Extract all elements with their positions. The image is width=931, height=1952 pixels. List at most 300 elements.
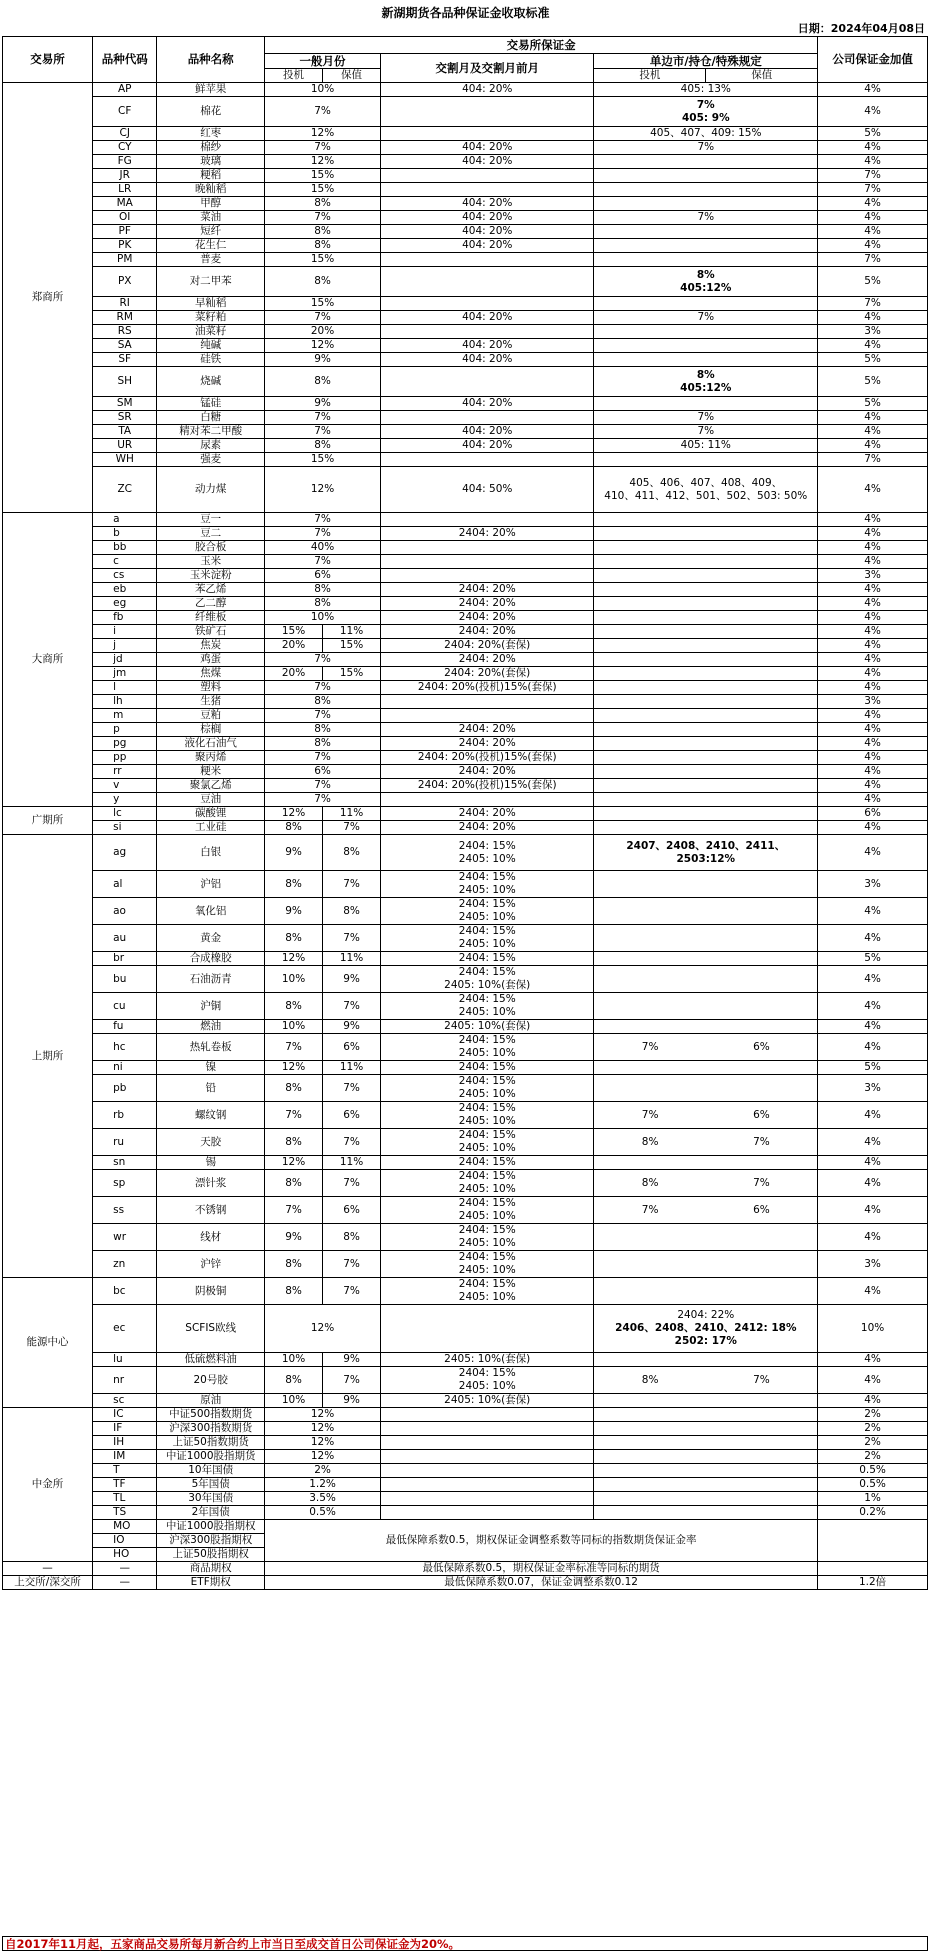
header-exchange: 交易所	[3, 37, 93, 83]
general-margin: 8%	[265, 439, 381, 453]
table-row	[3, 1075, 928, 1102]
product-name: 豆二	[157, 527, 265, 541]
product-code: si	[93, 821, 157, 835]
product-name: 粳米	[157, 765, 265, 779]
table-row	[3, 1278, 928, 1305]
delivery-margin	[381, 169, 594, 183]
special-margin	[594, 1305, 818, 1353]
special-margin	[594, 751, 818, 765]
company-add: 4%	[818, 555, 928, 569]
company-add: 4%	[818, 583, 928, 597]
cell-line: 2404: 15%	[458, 1075, 516, 1087]
general-margin: 2%	[265, 1464, 381, 1478]
special-hedge	[706, 925, 818, 952]
product-name: 不锈钢	[157, 1197, 265, 1224]
special-margin	[594, 325, 818, 339]
general-spec: 10%	[265, 1020, 323, 1034]
product-name: 氧化铝	[157, 898, 265, 925]
product-name: 10年国债	[157, 1464, 265, 1478]
delivery-margin	[381, 1251, 594, 1278]
general-margin: 6%	[265, 569, 381, 583]
general-hedge: 7%	[323, 821, 381, 835]
delivery-margin: 2405: 10%(套保)	[381, 1394, 594, 1408]
delivery-margin: 2404: 20%	[381, 821, 594, 835]
table-row	[3, 253, 928, 267]
company-add: 0.5%	[818, 1478, 928, 1492]
delivery-margin	[381, 1170, 594, 1197]
product-code: sn	[93, 1156, 157, 1170]
general-margin: 7%	[265, 793, 381, 807]
special-spec	[594, 925, 706, 952]
company-add: 4%	[818, 751, 928, 765]
general-margin: 8%	[265, 597, 381, 611]
cell-line: 2405: 10%	[458, 1047, 516, 1059]
special-margin	[594, 1506, 818, 1520]
cell-line: 2502: 17%	[674, 1335, 737, 1347]
company-add: 7%	[818, 253, 928, 267]
special-margin	[594, 835, 818, 871]
table-row	[3, 183, 928, 197]
delivery-margin: 404: 20%	[381, 339, 594, 353]
special-hedge	[706, 1353, 818, 1367]
company-add: 2%	[818, 1436, 928, 1450]
special-margin	[594, 513, 818, 527]
delivery-margin	[381, 1492, 594, 1506]
table-row	[3, 1492, 928, 1506]
header-spec: 投机	[265, 69, 323, 83]
product-code: TF	[93, 1478, 157, 1492]
general-hedge: 8%	[323, 898, 381, 925]
general-margin: 6%	[265, 765, 381, 779]
special-margin: 405、407、409: 15%	[594, 127, 818, 141]
general-margin: 12%	[265, 1422, 381, 1436]
special-spec: 8%	[594, 1367, 706, 1394]
special-margin	[594, 765, 818, 779]
general-hedge: 7%	[323, 871, 381, 898]
header-general-month: 一般月份	[265, 54, 381, 69]
company-add: 3%	[818, 695, 928, 709]
general-margin: 8%	[265, 737, 381, 751]
company-add	[818, 1562, 928, 1576]
table-row	[3, 311, 928, 325]
product-name: 玻璃	[157, 155, 265, 169]
delivery-margin	[381, 1422, 594, 1436]
product-name: 沪铝	[157, 871, 265, 898]
table-row	[3, 439, 928, 453]
product-code: au	[93, 925, 157, 952]
product-code: CY	[93, 141, 157, 155]
table-row	[3, 1020, 928, 1034]
special-hedge	[706, 993, 818, 1020]
table-row	[3, 723, 928, 737]
company-add: 4%	[818, 513, 928, 527]
product-name: 对二甲苯	[157, 267, 265, 297]
company-add: 4%	[818, 966, 928, 993]
general-spec: 7%	[265, 1102, 323, 1129]
general-margin: 7%	[265, 681, 381, 695]
company-add: 1%	[818, 1492, 928, 1506]
product-code: eb	[93, 583, 157, 597]
company-add: 4%	[818, 667, 928, 681]
delivery-margin: 2404: 20%(套保)	[381, 639, 594, 653]
general-margin: 10%	[265, 83, 381, 97]
special-margin	[594, 583, 818, 597]
special-hedge	[706, 871, 818, 898]
general-hedge: 7%	[323, 1129, 381, 1156]
special-margin	[594, 1408, 818, 1422]
table-row	[3, 367, 928, 397]
product-name: 碳酸锂	[157, 807, 265, 821]
delivery-margin: 2404: 20%	[381, 737, 594, 751]
table-row	[3, 1506, 928, 1520]
table-row	[3, 325, 928, 339]
product-code: bu	[93, 966, 157, 993]
product-name: 强麦	[157, 453, 265, 467]
company-add: 4%	[818, 723, 928, 737]
product-name: SCFIS欧线	[157, 1305, 265, 1353]
special-spec	[594, 898, 706, 925]
company-add: 4%	[818, 1394, 928, 1408]
company-add: 2%	[818, 1450, 928, 1464]
general-spec: 9%	[265, 835, 323, 871]
product-name: 沪深300指数期货	[157, 1422, 265, 1436]
margin-table	[2, 36, 928, 1590]
general-margin: 9%	[265, 353, 381, 367]
delivery-margin: 404: 50%	[381, 467, 594, 513]
special-margin	[594, 1422, 818, 1436]
product-code: v	[93, 779, 157, 793]
header-name: 品种名称	[157, 37, 265, 83]
general-margin: 7%	[265, 709, 381, 723]
general-margin: 8%	[265, 267, 381, 297]
table-row	[3, 709, 928, 723]
delivery-margin	[381, 1034, 594, 1061]
product-code: IH	[93, 1436, 157, 1450]
special-hedge: 6%	[706, 1034, 818, 1061]
company-add: 4%	[818, 1367, 928, 1394]
delivery-margin	[381, 1075, 594, 1102]
cell-line: 2405: 10%	[458, 1380, 516, 1392]
product-code: jd	[93, 653, 157, 667]
cell-line: 405: 9%	[681, 111, 730, 124]
table-row	[3, 993, 928, 1020]
general-hedge: 7%	[323, 925, 381, 952]
delivery-margin	[381, 127, 594, 141]
exchange-gfex: 广期所	[3, 807, 93, 835]
company-add: 5%	[818, 353, 928, 367]
product-code: IM	[93, 1450, 157, 1464]
cell-line: 2404: 22%	[677, 1309, 735, 1321]
general-spec: 12%	[265, 952, 323, 966]
cell-line: 2404: 15%	[458, 1197, 516, 1209]
product-code: i	[93, 625, 157, 639]
table-row	[3, 681, 928, 695]
company-add: 3%	[818, 1251, 928, 1278]
special-spec	[594, 993, 706, 1020]
special-margin	[594, 667, 818, 681]
product-name: 石油沥青	[157, 966, 265, 993]
product-name: 菜油	[157, 211, 265, 225]
table-row	[3, 695, 928, 709]
special-margin	[594, 453, 818, 467]
special-margin: 405: 13%	[594, 83, 818, 97]
table-row	[3, 1408, 928, 1422]
delivery-margin	[381, 453, 594, 467]
company-add	[818, 1520, 928, 1562]
product-code: T	[93, 1464, 157, 1478]
product-name: 短纤	[157, 225, 265, 239]
cell-line: 2405: 10%	[458, 1264, 516, 1276]
general-spec: 9%	[265, 898, 323, 925]
general-hedge: 7%	[323, 1075, 381, 1102]
product-name: 螺纹钢	[157, 1102, 265, 1129]
table-row	[3, 197, 928, 211]
table-row	[3, 667, 928, 681]
company-add: 5%	[818, 952, 928, 966]
product-code: lc	[93, 807, 157, 821]
product-code: m	[93, 709, 157, 723]
special-hedge	[706, 1061, 818, 1075]
product-code: br	[93, 952, 157, 966]
product-code: IO	[93, 1534, 157, 1548]
special-margin	[594, 737, 818, 751]
product-name: 花生仁	[157, 239, 265, 253]
general-margin: 15%	[265, 253, 381, 267]
delivery-margin: 2404: 20%	[381, 597, 594, 611]
general-spec: 8%	[265, 871, 323, 898]
delivery-margin: 404: 20%	[381, 239, 594, 253]
product-name: 菜籽粕	[157, 311, 265, 325]
special-margin	[594, 297, 818, 311]
table-row	[3, 1394, 928, 1408]
delivery-margin	[381, 1367, 594, 1394]
product-name: 鲜苹果	[157, 83, 265, 97]
product-name: 硅铁	[157, 353, 265, 367]
product-name: 商品期权	[157, 1562, 265, 1576]
product-name: 沪铜	[157, 993, 265, 1020]
product-code: zn	[93, 1251, 157, 1278]
product-name: 线材	[157, 1224, 265, 1251]
special-margin: 405: 11%	[594, 439, 818, 453]
delivery-margin: 404: 20%	[381, 353, 594, 367]
product-code: hc	[93, 1034, 157, 1061]
delivery-margin: 404: 20%	[381, 197, 594, 211]
general-spec: 7%	[265, 1197, 323, 1224]
general-hedge: 9%	[323, 966, 381, 993]
company-add: 10%	[818, 1305, 928, 1353]
special-margin: 7%	[594, 211, 818, 225]
general-margin: 3.5%	[265, 1492, 381, 1506]
company-add: 4%	[818, 411, 928, 425]
product-name: 豆一	[157, 513, 265, 527]
general-margin: 8%	[265, 367, 381, 397]
product-code: bc	[93, 1278, 157, 1305]
general-margin: 8%	[265, 225, 381, 239]
table-row	[3, 639, 928, 653]
delivery-margin	[381, 1436, 594, 1450]
product-code: b	[93, 527, 157, 541]
product-name: 白糖	[157, 411, 265, 425]
general-spec: 8%	[265, 1278, 323, 1305]
company-add: 4%	[818, 639, 928, 653]
cell-line: 2404: 15%	[458, 1102, 516, 1114]
delivery-margin	[381, 183, 594, 197]
general-margin: 7%	[265, 555, 381, 569]
general-margin: 8%	[265, 239, 381, 253]
table-row	[3, 513, 928, 527]
general-margin: 0.5%	[265, 1506, 381, 1520]
general-margin: 7%	[265, 311, 381, 325]
delivery-margin: 404: 20%	[381, 141, 594, 155]
general-hedge: 8%	[323, 835, 381, 871]
table-row	[3, 807, 928, 821]
special-margin	[594, 267, 818, 297]
company-add: 4%	[818, 339, 928, 353]
company-add: 4%	[818, 793, 928, 807]
product-name: 棕榈	[157, 723, 265, 737]
special-margin	[594, 709, 818, 723]
product-code: TA	[93, 425, 157, 439]
company-add: 5%	[818, 1061, 928, 1075]
etf-option-note: 最低保障系数0.07，保证金调整系数0.12	[265, 1576, 818, 1590]
general-hedge: 15%	[323, 667, 381, 681]
header-delivery-month: 交割月及交割月前月	[381, 54, 594, 83]
product-code: IF	[93, 1422, 157, 1436]
product-code: bb	[93, 541, 157, 555]
special-margin	[594, 197, 818, 211]
product-code: OI	[93, 211, 157, 225]
special-spec: 7%	[594, 1034, 706, 1061]
delivery-margin	[381, 513, 594, 527]
product-name: 原油	[157, 1394, 265, 1408]
special-hedge	[706, 1251, 818, 1278]
product-code: ag	[93, 835, 157, 871]
general-margin: 7%	[265, 779, 381, 793]
delivery-margin	[381, 871, 594, 898]
cell-line: 2405: 10%	[458, 1115, 516, 1127]
product-code: fu	[93, 1020, 157, 1034]
cell-line: 2404: 15%	[458, 871, 516, 883]
cell-line: 2405: 10%	[458, 884, 516, 896]
delivery-margin: 2404: 20%	[381, 807, 594, 821]
product-name: 聚氯乙烯	[157, 779, 265, 793]
delivery-margin: 2405: 10%(套保)	[381, 1020, 594, 1034]
special-margin	[594, 625, 818, 639]
cell-line: 405:12%	[680, 381, 732, 394]
product-code: nr	[93, 1367, 157, 1394]
special-margin	[594, 169, 818, 183]
general-spec: 8%	[265, 1367, 323, 1394]
product-code: UR	[93, 439, 157, 453]
special-margin	[594, 1436, 818, 1450]
delivery-margin	[381, 1129, 594, 1156]
company-add: 4%	[818, 83, 928, 97]
table-row	[3, 1224, 928, 1251]
product-code: ru	[93, 1129, 157, 1156]
product-code: pg	[93, 737, 157, 751]
cell-line: 2405: 10%	[458, 1142, 516, 1154]
special-margin	[594, 155, 818, 169]
product-name: 合成橡胶	[157, 952, 265, 966]
special-spec	[594, 1394, 706, 1408]
product-name: 纤维板	[157, 611, 265, 625]
cell-line: 2404: 15%	[458, 1034, 516, 1046]
product-code: PM	[93, 253, 157, 267]
product-name: 低硫燃料油	[157, 1353, 265, 1367]
cell-line: 8%	[696, 368, 715, 381]
special-margin	[594, 1450, 818, 1464]
general-margin: 15%	[265, 297, 381, 311]
company-add: 4%	[818, 467, 928, 513]
company-add: 5%	[818, 127, 928, 141]
product-name: 粳稻	[157, 169, 265, 183]
product-name: 豆粕	[157, 709, 265, 723]
delivery-margin	[381, 1278, 594, 1305]
table-row	[3, 411, 928, 425]
company-add: 4%	[818, 821, 928, 835]
product-name: 烧碱	[157, 367, 265, 397]
cell-line: 2405: 10%	[458, 911, 516, 923]
table-row	[3, 83, 928, 97]
special-spec	[594, 1251, 706, 1278]
product-name: 热轧卷板	[157, 1034, 265, 1061]
cell-line: 2404: 15%	[458, 1251, 516, 1263]
cell-line: 2407、2408、2410、2411、	[626, 839, 786, 852]
special-margin	[594, 467, 818, 513]
special-margin	[594, 239, 818, 253]
product-name: 沪锌	[157, 1251, 265, 1278]
table-row	[3, 211, 928, 225]
general-hedge: 6%	[323, 1102, 381, 1129]
company-add: 2%	[818, 1422, 928, 1436]
table-row	[3, 1197, 928, 1224]
general-margin: 7%	[265, 211, 381, 225]
table-row	[3, 835, 928, 871]
cell-line: 2404: 15%	[458, 1224, 516, 1236]
company-add: 0.5%	[818, 1464, 928, 1478]
table-row	[3, 1436, 928, 1450]
delivery-margin	[381, 555, 594, 569]
general-hedge: 15%	[323, 639, 381, 653]
product-name: 焦煤	[157, 667, 265, 681]
product-name: 动力煤	[157, 467, 265, 513]
product-code: cs	[93, 569, 157, 583]
general-hedge: 7%	[323, 1367, 381, 1394]
product-name: 鸡蛋	[157, 653, 265, 667]
delivery-margin	[381, 541, 594, 555]
product-code: sc	[93, 1394, 157, 1408]
general-spec: 8%	[265, 1075, 323, 1102]
product-code: lu	[93, 1353, 157, 1367]
special-spec	[594, 1278, 706, 1305]
company-add: 5%	[818, 397, 928, 411]
company-add: 6%	[818, 807, 928, 821]
special-margin: 7%	[594, 141, 818, 155]
header-hedge: 保值	[323, 69, 381, 83]
table-row	[3, 871, 928, 898]
delivery-margin	[381, 1464, 594, 1478]
company-add: 4%	[818, 541, 928, 555]
general-margin: 20%	[265, 325, 381, 339]
table-row	[3, 1102, 928, 1129]
product-name: 燃油	[157, 1020, 265, 1034]
product-code: c	[93, 555, 157, 569]
table-body	[3, 83, 928, 1590]
general-spec: 8%	[265, 993, 323, 1020]
special-hedge: 7%	[706, 1129, 818, 1156]
delivery-margin	[381, 1197, 594, 1224]
product-name: 棉花	[157, 97, 265, 127]
